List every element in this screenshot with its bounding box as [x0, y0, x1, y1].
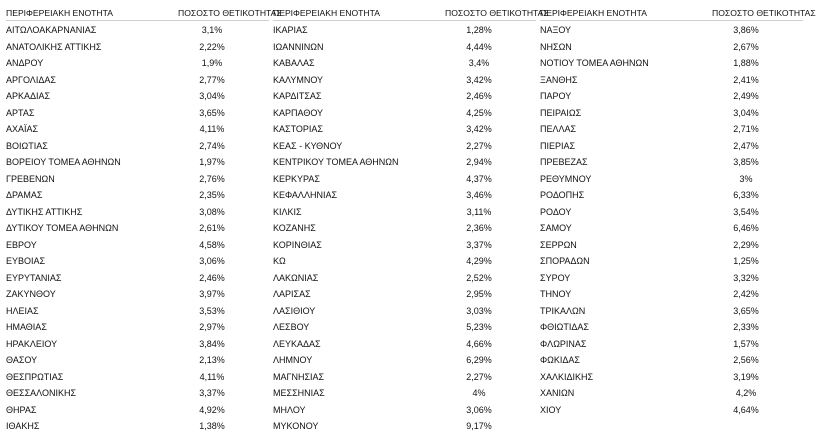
table-row: [273, 253, 536, 270]
region-name: ΑΡΚΑΔΙΑΣ: [6, 91, 51, 101]
region-name: ΚΟΡΙΝΘΙΑΣ: [273, 239, 322, 250]
region-header: ΠΕΡΙΦΕΡΕΙΑΚΗ ΕΝΟΤΗΤΑ: [540, 8, 647, 18]
table-row: [6, 237, 269, 254]
positivity-rate: 2,36%: [466, 223, 492, 233]
positivity-rate: 2,27%: [466, 140, 492, 151]
header-row: [6, 6, 282, 21]
positivity-rate: 3,85%: [733, 157, 759, 167]
positivity-rate: 3,06%: [199, 256, 225, 266]
table-row: [6, 187, 269, 204]
positivity-rate: 2,33%: [733, 322, 759, 332]
region-name: ΑΝΑΤΟΛΙΚΗΣ ΑΤΤΙΚΗΣ: [6, 41, 102, 52]
table-row: [540, 253, 803, 270]
rate-header: ΠΟΣΟΣΤΟ ΘΕΤΙΚΟΤΗΤΑΣ: [178, 8, 282, 18]
table-row: [273, 204, 536, 221]
positivity-rate: 3,32%: [733, 272, 759, 283]
table-row: [273, 55, 536, 72]
table-row: [540, 385, 803, 402]
positivity-rate: 2,67%: [733, 41, 759, 52]
region-name: ΗΛΕΙΑΣ: [6, 305, 39, 316]
table-row: [540, 105, 803, 122]
region-name: ΧΙΟΥ: [540, 404, 562, 415]
table-row: [6, 22, 269, 39]
table-row: [6, 253, 269, 270]
table-row: [273, 138, 536, 155]
positivity-rate: 2,22%: [199, 41, 225, 52]
header-row: [540, 6, 816, 21]
table-row: [6, 418, 269, 435]
region-name: ΚΑΡΠΑΘΟΥ: [273, 107, 324, 118]
region-name: ΙΚΑΡΙΑΣ: [273, 25, 308, 35]
table-row: [273, 402, 536, 419]
column-rows: [540, 22, 803, 418]
table-row: [540, 72, 803, 89]
region-name: ΖΑΚΥΝΘΟΥ: [6, 289, 56, 299]
positivity-rate: 4,44%: [466, 41, 492, 52]
positivity-rate: 4,11%: [199, 124, 225, 134]
region-name: ΚΕΝΤΡΙΚΟΥ ΤΟΜΕΑ ΑΘΗΝΩΝ: [273, 157, 399, 167]
table-row: [273, 72, 536, 89]
table-row: [273, 121, 536, 138]
positivity-rate: 3,46%: [466, 190, 492, 200]
table-row: [6, 171, 269, 188]
positivity-rate: 2,47%: [733, 140, 759, 151]
positivity-rate: 3,54%: [733, 206, 759, 217]
region-name: ΑΧΑΪΑΣ: [6, 124, 39, 134]
positivity-rate: 6,29%: [466, 355, 492, 365]
positivity-rate: 2,71%: [733, 124, 759, 134]
region-name: ΦΛΩΡΙΝΑΣ: [540, 338, 587, 349]
positivity-rate: 3,97%: [199, 289, 225, 299]
region-name: ΣΕΡΡΩΝ: [540, 239, 577, 250]
table-row: [6, 270, 269, 287]
region-name: ΘΑΣΟΥ: [6, 355, 38, 365]
positivity-rate: 3,42%: [466, 74, 492, 85]
positivity-rate: 4,92%: [199, 404, 225, 415]
positivity-rate: 2,35%: [199, 190, 225, 200]
table-row: [273, 39, 536, 56]
column-rows: [6, 22, 269, 435]
positivity-rate: 4,2%: [735, 388, 757, 398]
table-row: [273, 336, 536, 353]
positivity-rate: 1,38%: [199, 421, 225, 431]
table-row: [6, 286, 269, 303]
positivity-rate: 3,06%: [466, 404, 492, 415]
table-row: [540, 402, 803, 419]
region-name: ΘΕΣΠΡΩΤΙΑΣ: [6, 371, 64, 382]
region-name: ΧΑΝΙΩΝ: [540, 388, 575, 398]
positivity-rate: 4,25%: [466, 107, 492, 118]
positivity-rate: 1,88%: [733, 58, 759, 68]
table-row: [540, 154, 803, 171]
table-row: [273, 319, 536, 336]
table-row: [6, 220, 269, 237]
positivity-rate: 2,76%: [199, 173, 225, 184]
region-name: ΚΩ: [273, 256, 286, 266]
region-name: ΝΑΞΟΥ: [540, 25, 572, 35]
region-name: ΣΑΜΟΥ: [540, 223, 572, 233]
region-name: ΦΩΚΙΔΑΣ: [540, 355, 580, 365]
positivity-rate: 9,17%: [466, 421, 492, 431]
header-row: [273, 6, 549, 21]
table-row: [540, 22, 803, 39]
positivity-rate: 3,08%: [199, 206, 225, 217]
positivity-rate: 1,97%: [199, 157, 225, 167]
table-column-2: [273, 6, 549, 435]
region-name: ΚΕΦΑΛΛΗΝΙΑΣ: [273, 190, 338, 200]
region-name: ΚΑΡΔΙΤΣΑΣ: [273, 91, 322, 101]
region-name: ΛΑΚΩΝΙΑΣ: [273, 272, 319, 283]
positivity-rate: 3,65%: [199, 107, 225, 118]
table-row: [6, 319, 269, 336]
table-row: [6, 72, 269, 89]
positivity-rate: 1,9%: [201, 58, 223, 68]
table-row: [6, 138, 269, 155]
table-row: [6, 154, 269, 171]
region-name: ΠΕΛΛΑΣ: [540, 124, 577, 134]
region-name: ΙΩΑΝΝΙΝΩΝ: [273, 41, 324, 52]
region-name: ΡΟΔΟΥ: [540, 206, 572, 217]
region-name: ΚΕΡΚΥΡΑΣ: [273, 173, 320, 184]
region-name: ΒΟΙΩΤΙΑΣ: [6, 140, 48, 151]
positivity-rate: 2,49%: [733, 91, 759, 101]
positivity-rate: 2,74%: [199, 140, 225, 151]
table-row: [540, 303, 803, 320]
region-name: ΚΑΛΥΜΝΟΥ: [273, 74, 324, 85]
table-row: [540, 369, 803, 386]
region-name: ΕΥΡΥΤΑΝΙΑΣ: [6, 272, 62, 283]
region-name: ΠΙΕΡΙΑΣ: [540, 140, 576, 151]
region-name: ΑΡΤΑΣ: [6, 107, 35, 118]
positivity-rate: 2,77%: [199, 74, 225, 85]
table-row: [6, 303, 269, 320]
table-row: [540, 319, 803, 336]
positivity-rate: 2,61%: [199, 223, 225, 233]
region-name: ΛΕΣΒΟΥ: [273, 322, 310, 332]
table-row: [273, 105, 536, 122]
table-row: [273, 352, 536, 369]
positivity-rate: 2,13%: [199, 355, 225, 365]
positivity-rate: 1,57%: [733, 338, 759, 349]
region-name: ΛΑΡΙΣΑΣ: [273, 289, 311, 299]
table-row: [540, 286, 803, 303]
column-rows: [273, 22, 536, 435]
region-name: ΔΥΤΙΚΟΥ ΤΟΜΕΑ ΑΘΗΝΩΝ: [6, 223, 119, 233]
positivity-rate: 4%: [472, 388, 486, 398]
positivity-rate: 3,86%: [733, 25, 759, 35]
positivity-rate: 4,66%: [466, 338, 492, 349]
region-name: ΤΗΝΟΥ: [540, 289, 572, 299]
table-row: [273, 220, 536, 237]
region-name: ΒΟΡΕΙΟΥ ΤΟΜΕΑ ΑΘΗΝΩΝ: [6, 157, 121, 167]
region-name: ΗΜΑΘΙΑΣ: [6, 322, 47, 332]
region-name: ΜΗΛΟΥ: [273, 404, 306, 415]
table-row: [6, 369, 269, 386]
region-name: ΤΡΙΚΑΛΩΝ: [540, 305, 586, 316]
region-name: ΚΕΑΣ - ΚΥΘΝΟΥ: [273, 140, 343, 151]
table-row: [273, 88, 536, 105]
positivity-rate: 3,04%: [733, 107, 759, 118]
positivity-rate: 6,46%: [733, 223, 759, 233]
table-row: [6, 121, 269, 138]
region-header: ΠΕΡΙΦΕΡΕΙΑΚΗ ΕΝΟΤΗΤΑ: [6, 8, 113, 18]
table-row: [273, 418, 536, 435]
table-row: [273, 270, 536, 287]
table-row: [6, 39, 269, 56]
positivity-rate: 3,42%: [466, 124, 492, 134]
region-name: ΝΗΣΩΝ: [540, 41, 572, 52]
region-name: ΔΡΑΜΑΣ: [6, 190, 43, 200]
positivity-rate: 2,95%: [466, 289, 492, 299]
table-row: [6, 385, 269, 402]
region-name: ΡΟΔΟΠΗΣ: [540, 190, 585, 200]
region-name: ΠΑΡΟΥ: [540, 91, 572, 101]
positivity-rate: 2,41%: [733, 74, 759, 85]
positivity-rate: 3,03%: [466, 305, 492, 316]
region-name: ΓΡΕΒΕΝΩΝ: [6, 173, 55, 184]
positivity-rate: 3,53%: [199, 305, 225, 316]
table-row: [6, 88, 269, 105]
positivity-rate: 2,97%: [199, 322, 225, 332]
table-row: [273, 286, 536, 303]
positivity-rate: 4,11%: [199, 371, 225, 382]
table-row: [273, 385, 536, 402]
table-row: [540, 39, 803, 56]
table-row: [6, 336, 269, 353]
region-name: ΕΒΡΟΥ: [6, 239, 37, 250]
positivity-rate: 3,19%: [733, 371, 759, 382]
positivity-rate: 3,1%: [201, 25, 223, 35]
region-name: ΧΑΛΚΙΔΙΚΗΣ: [540, 371, 594, 382]
table-column-3: [540, 6, 816, 418]
region-name: ΚΙΛΚΙΣ: [273, 206, 302, 217]
region-name: ΛΕΥΚΑΔΑΣ: [273, 338, 321, 349]
positivity-rate: 3,65%: [733, 305, 759, 316]
region-name: ΜΥΚΟΝΟΥ: [273, 421, 319, 431]
region-name: ΛΑΣΙΘΙΟΥ: [273, 305, 316, 316]
positivity-rate: 2,42%: [733, 289, 759, 299]
positivity-rate: 6,33%: [733, 190, 759, 200]
table-row: [273, 369, 536, 386]
positivity-rate: 3,04%: [199, 91, 225, 101]
region-name: ΚΑΒΑΛΑΣ: [273, 58, 315, 68]
positivity-rate: 3,37%: [466, 239, 492, 250]
table-row: [540, 88, 803, 105]
table-row: [540, 187, 803, 204]
table-row: [273, 237, 536, 254]
region-name: ΜΑΓΝΗΣΙΑΣ: [273, 371, 325, 382]
positivity-rate: 1,28%: [466, 25, 492, 35]
table-row: [6, 105, 269, 122]
positivity-rate: 2,46%: [466, 91, 492, 101]
table-row: [540, 270, 803, 287]
region-name: ΡΕΘΥΜΝΟΥ: [540, 173, 592, 184]
positivity-rate: 3,84%: [199, 338, 225, 349]
rate-header: ΠΟΣΟΣΤΟ ΘΕΤΙΚΟΤΗΤΑΣ: [445, 8, 549, 18]
region-name: ΑΡΓΟΛΙΔΑΣ: [6, 74, 56, 85]
positivity-rate: 3,37%: [199, 388, 225, 398]
region-name: ΑΝΔΡΟΥ: [6, 58, 44, 68]
region-name: ΣΥΡΟΥ: [540, 272, 571, 283]
positivity-rate: 2,56%: [733, 355, 759, 365]
table-row: [273, 22, 536, 39]
region-name: ΠΕΙΡΑΙΩΣ: [540, 107, 582, 118]
region-name: ΔΥΤΙΚΗΣ ΑΤΤΙΚΗΣ: [6, 206, 83, 217]
table-row: [273, 154, 536, 171]
region-name: ΛΗΜΝΟΥ: [273, 355, 313, 365]
positivity-rate: 2,46%: [199, 272, 225, 283]
region-name: ΙΘΑΚΗΣ: [6, 421, 40, 431]
region-name: ΑΙΤΩΛΟΑΚΑΡΝΑΝΙΑΣ: [6, 25, 97, 35]
positivity-rate: 2,27%: [466, 371, 492, 382]
region-name: ΣΠΟΡΑΔΩΝ: [540, 256, 590, 266]
positivity-rate: 3,11%: [466, 206, 492, 217]
table-row: [273, 187, 536, 204]
region-header: ΠΕΡΙΦΕΡΕΙΑΚΗ ΕΝΟΤΗΤΑ: [273, 8, 380, 18]
positivity-rate: 2,29%: [733, 239, 759, 250]
region-name: ΠΡΕΒΕΖΑΣ: [540, 157, 588, 167]
positivity-rate: 3,4%: [468, 58, 490, 68]
positivity-rate: 2,52%: [466, 272, 492, 283]
positivity-rate: 3%: [739, 173, 753, 184]
table-row: [540, 138, 803, 155]
region-name: ΞΑΝΘΗΣ: [540, 74, 578, 85]
positivity-rate: 4,29%: [466, 256, 492, 266]
positivity-rate: 2,94%: [466, 157, 492, 167]
region-name: ΘΕΣΣΑΛΟΝΙΚΗΣ: [6, 388, 77, 398]
table-row: [540, 336, 803, 353]
table-row: [273, 171, 536, 188]
table-row: [540, 237, 803, 254]
positivity-rate: 4,58%: [199, 239, 225, 250]
table-row: [540, 55, 803, 72]
region-name: ΚΑΣΤΟΡΙΑΣ: [273, 124, 323, 134]
positivity-rate: 4,64%: [733, 404, 759, 415]
positivity-rate: 4,37%: [466, 173, 492, 184]
table-row: [540, 171, 803, 188]
table-row: [540, 352, 803, 369]
region-name: ΚΟΖΑΝΗΣ: [273, 223, 316, 233]
positivity-rate: 1,25%: [733, 256, 759, 266]
table-row: [6, 204, 269, 221]
table-row: [540, 204, 803, 221]
table-row: [6, 402, 269, 419]
table-row: [540, 121, 803, 138]
region-name: ΜΕΣΣΗΝΙΑΣ: [273, 388, 325, 398]
table-row: [6, 352, 269, 369]
table-row: [6, 55, 269, 72]
rate-header: ΠΟΣΟΣΤΟ ΘΕΤΙΚΟΤΗΤΑΣ: [712, 8, 816, 18]
region-name: ΘΗΡΑΣ: [6, 404, 37, 415]
region-name: ΗΡΑΚΛΕΙΟΥ: [6, 338, 58, 349]
region-name: ΝΟΤΙΟΥ ΤΟΜΕΑ ΑΘΗΝΩΝ: [540, 58, 649, 68]
region-name: ΕΥΒΟΙΑΣ: [6, 256, 46, 266]
table-row: [540, 220, 803, 237]
positivity-rate: 5,23%: [466, 322, 492, 332]
table-row: [273, 303, 536, 320]
region-name: ΦΘΙΩΤΙΔΑΣ: [540, 322, 589, 332]
